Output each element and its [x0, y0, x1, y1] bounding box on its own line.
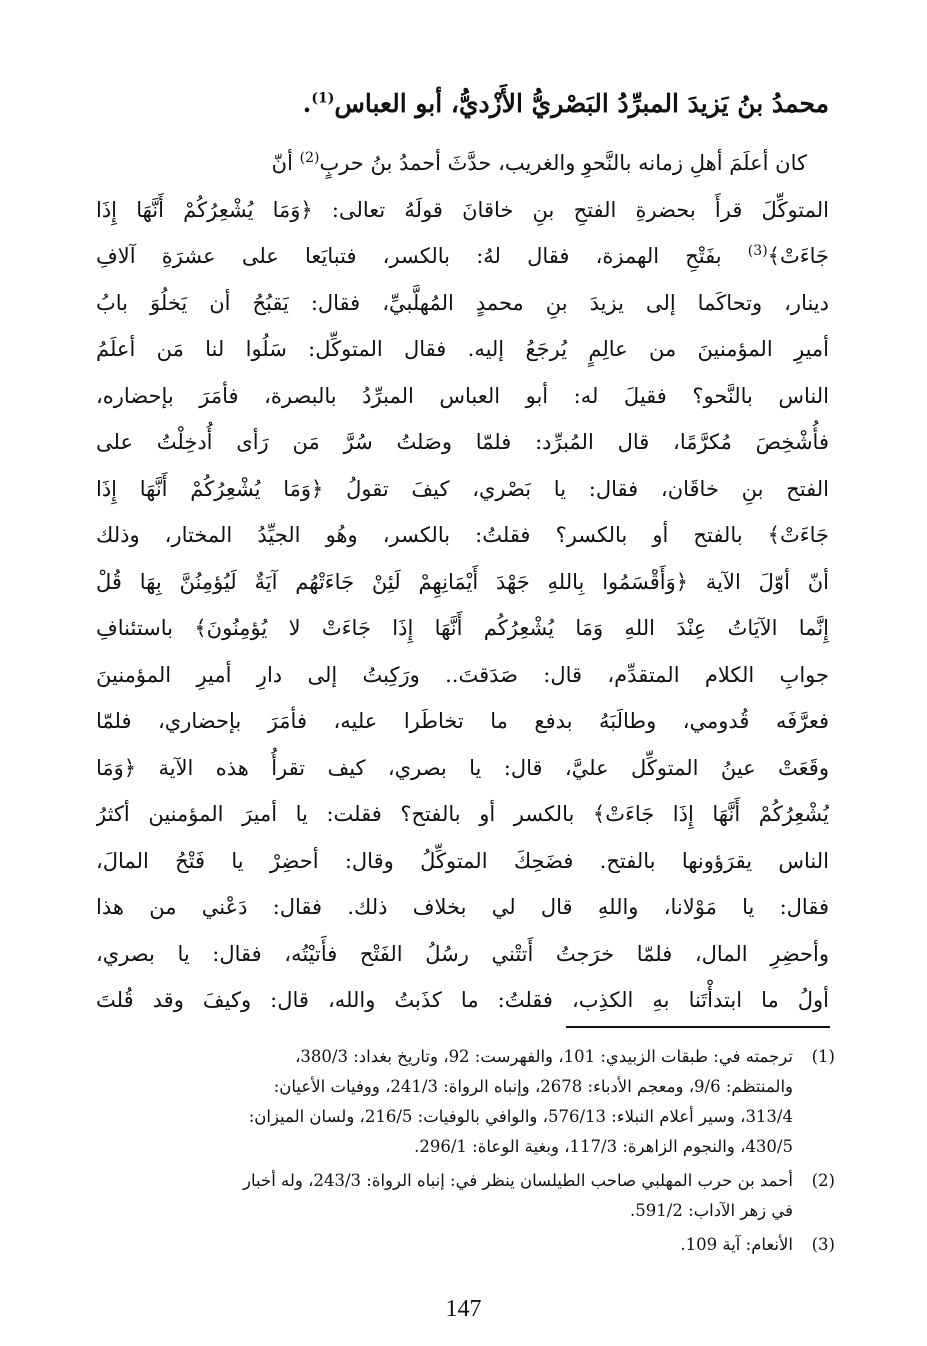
- body-line: جَاءَتْ﴾$^{(3)}$ بفَتْحِ الهمزة، فقال لهُ: بالكسر، فتبايَعا على عشرَةِ آلافِ: [96, 243, 829, 268]
- body-line: دينار، وتحاكَما إلى يزيدَ بنِ محمدٍ المُهلَّبيِّ، فقال: يَقبُحُ أن يَخلُوَ بابُ: [96, 290, 829, 315]
- footnote-line: أحمد بن حرب المهلبي صاحب الطيلسان ينظر في: إنباه الرواة: 243/3، وله أخبار: [243, 1171, 793, 1190]
- footnote-text: [87, 1166, 793, 1226]
- footnote-number: (3): [811, 1235, 835, 1254]
- body-line: وأحضِرِ المال، فلمّا خرَجتُ أَتتْني رسُلُ الفَتْح فأَتيْتُه، فقال: يا بصري،: [96, 941, 829, 966]
- heading-text: محمدُ بنُ يَزيدَ المبرِّدُ البَصْريُّ الأَزْديُّ، أبو العباس: [334, 89, 829, 118]
- footnote-text: [87, 1230, 793, 1260]
- heading-end: .: [302, 89, 312, 118]
- footnote-line: والمنتظم: 9/6، ومعجم الأدباء: 2678، وإنباه الرواة: 241/3، ووفيات الأعيان:: [273, 1077, 793, 1096]
- footnote-2: [87, 1166, 835, 1226]
- body-line: أميرِ المؤمنينَ من عالِمٍ يُرجَعُ إليه. فقال المتوكِّل: سَلُوا لنا مَن أعلَمُ: [96, 337, 829, 361]
- body-line: أنّ أوّلَ الآية ﴿وَأَقْسَمُوا بِاللهِ جَهْدَ أَيْمَانِهِمْ لَئِنْ جَاءَتْهُم آيَةٌ لَيُؤمِنُنَّ بِهَا قُلْ: [96, 569, 829, 594]
- body-line: أولُ ما ابتدأْتَنا بهِ الكذِب، فقلتُ: ما كذَبتُ والله، قال: وكيفَ وقد قُلتَ: [96, 988, 829, 1012]
- footnote-line: في زهر الآداب: 591/2.: [630, 1201, 793, 1220]
- page-number: 147: [445, 1296, 482, 1322]
- footnote-number: (1): [811, 1047, 835, 1066]
- body-line: الناس بالنَّحو؟ فقيلَ له: أبو العباس المبرِّدُ بالبصرة، فأمَرَ بإحضاره،: [96, 383, 829, 408]
- body-line: الفتح بنِ خاقَان، فقال: يا بَصْري، كيفَ تقولُ ﴿وَمَا يُشْعِرُكُمْ أَنَّهَا إِذَا: [96, 476, 829, 501]
- body-line: فعرَّفَه قُدومي، وطالَبَهُ بدفع ما تخاطَرا عليه، فأمَرَ بإحضاري، فلمّا: [96, 709, 829, 733]
- footnote-ref[interactable]: (2): [299, 150, 320, 166]
- body-line: جوابِ الكلام المتقدِّم، قال: صَدَقتَ.. ورَكِبتُ إلى دارِ أميرِ المؤمنينَ: [96, 662, 829, 687]
- entry-heading: [109, 82, 829, 126]
- body-line: جَاءَتْ﴾ بالفتح أو بالكسر؟ فقلتُ: بالكسر، وهُو الجيِّدُ المختار، وذلك: [96, 523, 829, 547]
- footnote-text: [87, 1042, 793, 1162]
- body-text: [96, 140, 829, 1024]
- footnote-1: [87, 1042, 835, 1162]
- body-line: وقَعَتْ عينُ المتوكِّل عليَّ، قال: يا بصري، كيف تقرأُ هذه الآية ﴿وَمَا: [96, 755, 829, 780]
- footnote-line: ترجمته في: طبقات الزبيدي: 101، والفهرست: 92، وتاريخ بغداد: 380/3،: [295, 1047, 793, 1066]
- heading-footnote-ref[interactable]: (1): [311, 90, 335, 107]
- footnote-line: الأنعام: آية 109.: [680, 1235, 793, 1254]
- footnote-separator: [566, 1026, 830, 1028]
- body-line: الناس يقرَؤونها بالفتح. فضَحِكَ المتوكِّلُ وقال: أحضِرْ يا فَتْحُ المالَ،: [96, 848, 829, 873]
- body-line: إِنَّما الآيَاتُ عِنْدَ اللهِ وَمَا يُشْعِرُكُم أَنَّهَا إِذَا جَاءَتْ لا يُؤمِنُونَ﴾ باستئنافِ: [96, 616, 829, 640]
- footnote-line: 430/5، والنجوم الزاهرة: 117/3، وبغية الوعاة: 296/1.: [414, 1137, 793, 1156]
- footnote-line: 313/4، وسير أعلام النبلاء: 576/13، والوافي بالوفيات: 216/5، ولسان الميزان:: [248, 1107, 793, 1126]
- body-line: فقال: يا مَوْلانا، واللهِ قال لي بخلاف ذلك. فقال: دَعْني من هذا: [96, 895, 829, 919]
- body-line: فأُشْخِصَ مُكرَّمًا، قال المُبرِّد: فلمّا وصَلتُ سُرَّ مَن رَأى أُدخِلْتُ على: [96, 430, 829, 454]
- footnote-number: (2): [811, 1171, 835, 1190]
- footnote-3: [87, 1230, 835, 1260]
- body-line: يُشْعِرُكُمْ أَنَّهَا إِذَا جَاءَتْ﴾ بالكسر أو بالفتح؟ فقلت: يا أميرَ المؤمنين أكثرُ: [96, 802, 829, 826]
- body-line: كان أعلَمَ أهلِ زمانه بالنَّحوِ والغريب، حدَّثَ أحمدُ بنُ حربٍ$^{(2)}$ أنّ: [271, 150, 807, 175]
- footnotes: [87, 1042, 835, 1260]
- footnote-ref[interactable]: (3): [747, 243, 768, 259]
- body-line: المتوكِّلَ قرأَ بحضرةِ الفتحِ بنِ خاقانَ قولَهُ تعالى: ﴿وَمَا يُشْعِرُكُمْ أَنَّهَا إِذَا: [96, 197, 829, 222]
